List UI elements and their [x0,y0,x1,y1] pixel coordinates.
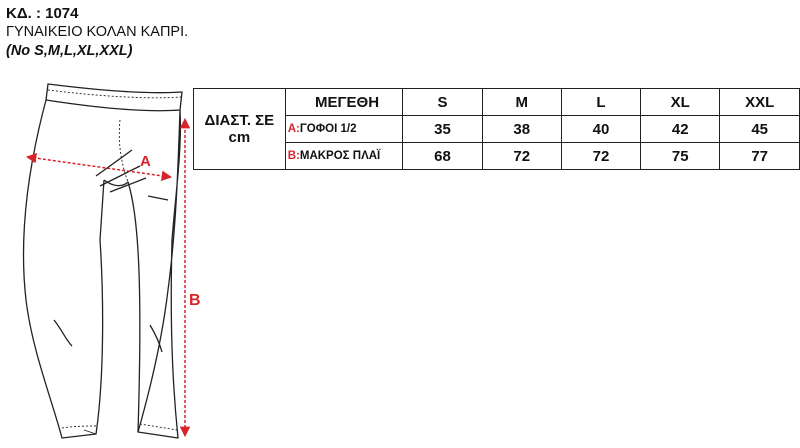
product-code: ΚΔ. : 1074 [6,5,79,22]
table-cell: 75 [641,143,720,170]
table-cell: 45 [720,116,800,143]
size-xl: XL [641,89,720,116]
size-m: M [482,89,561,116]
table-cell: 72 [561,143,640,170]
row-letter: A: [287,123,300,135]
table-cell: 72 [482,143,561,170]
size-header-row [194,89,800,116]
leggings-illustration [0,0,230,448]
size-xxl: XXL [720,89,800,116]
dimension-a-marker: A [140,153,151,170]
size-s: S [403,89,482,116]
size-chart-table [193,88,800,170]
table-cell: 40 [561,116,640,143]
table-row [194,116,800,143]
table-cell: 35 [403,116,482,143]
dimension-label: ΔΙΑΣΤ. ΣΕ cm [194,89,286,170]
table-row [194,143,800,170]
row-label: ΜΑΚΡΟΣ ΠΛΑΪ [299,150,381,162]
table-cell: 42 [641,116,720,143]
leggings-outline [23,84,182,438]
dimension-b-marker: B [189,292,201,309]
size-l: L [561,89,640,116]
row-label: ΓΟΦΟΙ 1/2 [299,123,357,135]
product-description: ΓΥΝΑΙΚΕΙΟ ΚΟΛΑΝ ΚΑΠΡΙ. [6,24,189,40]
sizes-header: ΜΕΓΕΘΗ [285,89,403,116]
row-letter: B: [287,150,300,162]
table-cell: 77 [720,143,800,170]
row-label-hips [285,116,403,143]
available-sizes: (No S,M,L,XL,XXL) [6,43,133,59]
table-cell: 68 [403,143,482,170]
row-label-side-length [285,143,403,170]
table-cell: 38 [482,116,561,143]
